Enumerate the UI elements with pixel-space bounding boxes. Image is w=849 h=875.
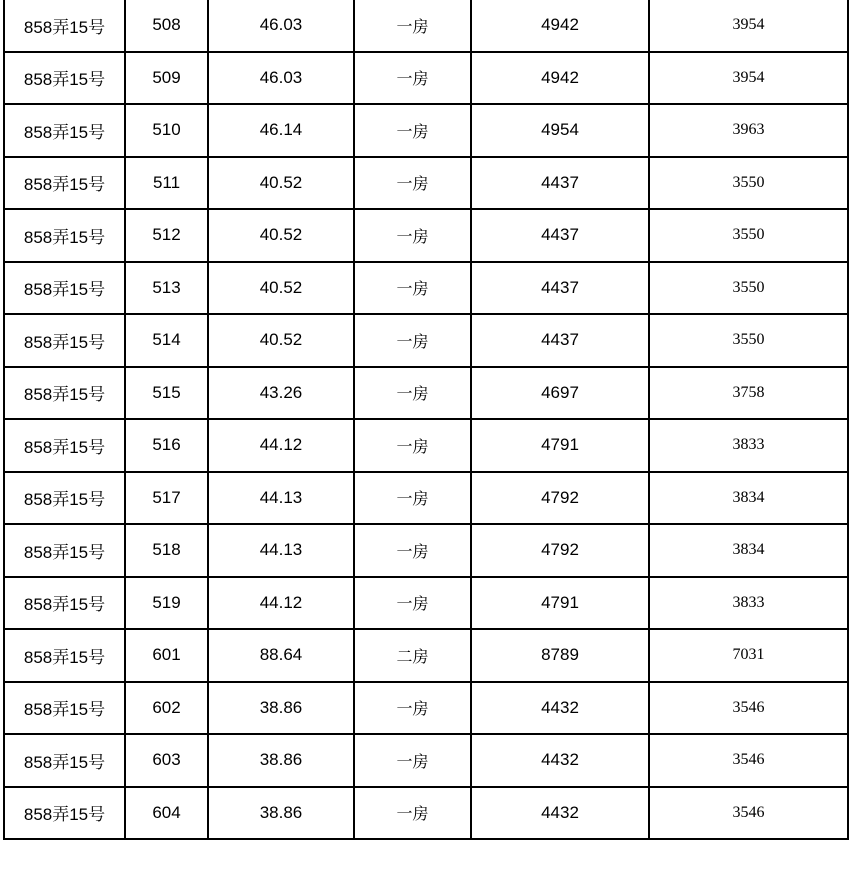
room-type-cell: 一房 <box>354 787 471 840</box>
price-cell: 8789 <box>471 629 649 682</box>
area-cell: 38.86 <box>208 734 354 787</box>
room-type-cell: 一房 <box>354 209 471 262</box>
address-cell: 858弄15号 <box>4 0 125 52</box>
table-row <box>4 314 848 367</box>
housing-table <box>3 0 849 840</box>
table-row <box>4 524 848 577</box>
price-cell: 4432 <box>471 787 649 840</box>
table-row <box>4 787 848 840</box>
price-cell: 4697 <box>471 367 649 420</box>
room-number-cell: 516 <box>125 419 208 472</box>
table-row <box>4 367 848 420</box>
address-cell: 858弄15号 <box>4 524 125 577</box>
area-cell: 38.86 <box>208 682 354 735</box>
room-number-cell: 508 <box>125 0 208 52</box>
room-type-cell: 一房 <box>354 104 471 157</box>
price-alt-cell: 3550 <box>649 209 848 262</box>
price-cell: 4942 <box>471 0 649 52</box>
area-cell: 43.26 <box>208 367 354 420</box>
area-cell: 40.52 <box>208 209 354 262</box>
address-cell: 858弄15号 <box>4 419 125 472</box>
price-alt-cell: 3550 <box>649 157 848 210</box>
area-cell: 44.12 <box>208 577 354 630</box>
address-cell: 858弄15号 <box>4 52 125 105</box>
table-row <box>4 52 848 105</box>
price-cell: 4437 <box>471 209 649 262</box>
price-cell: 4792 <box>471 524 649 577</box>
area-cell: 46.03 <box>208 0 354 52</box>
room-type-cell: 一房 <box>354 734 471 787</box>
room-type-cell: 二房 <box>354 629 471 682</box>
price-alt-cell: 3546 <box>649 787 848 840</box>
room-type-cell: 一房 <box>354 524 471 577</box>
table-row <box>4 209 848 262</box>
area-cell: 44.12 <box>208 419 354 472</box>
address-cell: 858弄15号 <box>4 367 125 420</box>
address-cell: 858弄15号 <box>4 104 125 157</box>
price-cell: 4791 <box>471 577 649 630</box>
price-alt-cell: 3550 <box>649 314 848 367</box>
area-cell: 88.64 <box>208 629 354 682</box>
address-cell: 858弄15号 <box>4 629 125 682</box>
price-alt-cell: 7031 <box>649 629 848 682</box>
room-type-cell: 一房 <box>354 682 471 735</box>
address-cell: 858弄15号 <box>4 734 125 787</box>
address-cell: 858弄15号 <box>4 209 125 262</box>
room-number-cell: 515 <box>125 367 208 420</box>
room-number-cell: 601 <box>125 629 208 682</box>
price-alt-cell: 3833 <box>649 419 848 472</box>
room-type-cell: 一房 <box>354 367 471 420</box>
address-cell: 858弄15号 <box>4 262 125 315</box>
price-alt-cell: 3758 <box>649 367 848 420</box>
room-number-cell: 510 <box>125 104 208 157</box>
price-alt-cell: 3963 <box>649 104 848 157</box>
price-alt-cell: 3834 <box>649 472 848 525</box>
table-row <box>4 577 848 630</box>
room-number-cell: 519 <box>125 577 208 630</box>
price-alt-cell: 3954 <box>649 52 848 105</box>
address-cell: 858弄15号 <box>4 314 125 367</box>
price-cell: 4432 <box>471 682 649 735</box>
room-type-cell: 一房 <box>354 577 471 630</box>
price-cell: 4432 <box>471 734 649 787</box>
price-alt-cell: 3833 <box>649 577 848 630</box>
table-row <box>4 0 848 52</box>
room-number-cell: 517 <box>125 472 208 525</box>
area-cell: 46.14 <box>208 104 354 157</box>
price-alt-cell: 3550 <box>649 262 848 315</box>
table-row <box>4 104 848 157</box>
room-number-cell: 604 <box>125 787 208 840</box>
room-number-cell: 513 <box>125 262 208 315</box>
price-cell: 4954 <box>471 104 649 157</box>
price-alt-cell: 3834 <box>649 524 848 577</box>
room-number-cell: 509 <box>125 52 208 105</box>
room-number-cell: 511 <box>125 157 208 210</box>
room-number-cell: 518 <box>125 524 208 577</box>
address-cell: 858弄15号 <box>4 577 125 630</box>
room-type-cell: 一房 <box>354 157 471 210</box>
price-cell: 4942 <box>471 52 649 105</box>
room-type-cell: 一房 <box>354 314 471 367</box>
area-cell: 44.13 <box>208 472 354 525</box>
room-number-cell: 514 <box>125 314 208 367</box>
table-row <box>4 419 848 472</box>
address-cell: 858弄15号 <box>4 682 125 735</box>
table-row <box>4 262 848 315</box>
area-cell: 40.52 <box>208 314 354 367</box>
room-type-cell: 一房 <box>354 419 471 472</box>
address-cell: 858弄15号 <box>4 472 125 525</box>
room-number-cell: 602 <box>125 682 208 735</box>
area-cell: 44.13 <box>208 524 354 577</box>
area-cell: 40.52 <box>208 262 354 315</box>
table-row <box>4 734 848 787</box>
table-row <box>4 472 848 525</box>
area-cell: 40.52 <box>208 157 354 210</box>
price-cell: 4437 <box>471 262 649 315</box>
table-row <box>4 682 848 735</box>
room-type-cell: 一房 <box>354 472 471 525</box>
table-row <box>4 629 848 682</box>
room-type-cell: 一房 <box>354 52 471 105</box>
address-cell: 858弄15号 <box>4 787 125 840</box>
price-alt-cell: 3546 <box>649 734 848 787</box>
table-body <box>4 0 848 839</box>
price-cell: 4792 <box>471 472 649 525</box>
address-cell: 858弄15号 <box>4 157 125 210</box>
area-cell: 46.03 <box>208 52 354 105</box>
room-type-cell: 一房 <box>354 262 471 315</box>
room-number-cell: 512 <box>125 209 208 262</box>
price-alt-cell: 3546 <box>649 682 848 735</box>
room-number-cell: 603 <box>125 734 208 787</box>
price-alt-cell: 3954 <box>649 0 848 52</box>
price-cell: 4437 <box>471 157 649 210</box>
room-type-cell: 一房 <box>354 0 471 52</box>
area-cell: 38.86 <box>208 787 354 840</box>
price-cell: 4791 <box>471 419 649 472</box>
price-cell: 4437 <box>471 314 649 367</box>
table-row <box>4 157 848 210</box>
